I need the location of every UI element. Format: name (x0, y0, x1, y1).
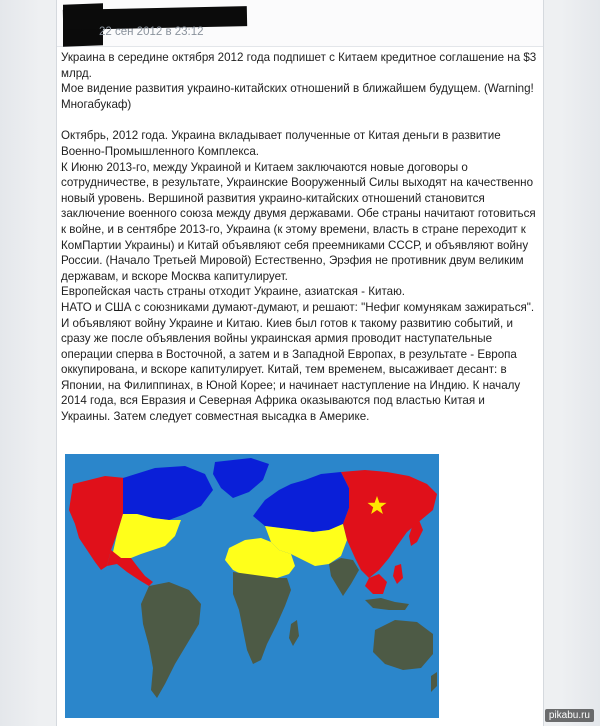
post-paragraph: Октябрь, 2012 года. Украина вкладывает полученные от Китая деньги в развитие Военно-Промышленного Комплекса. К Июню 2013-го, между Украиной и Китаем заключаются новые договоры о сотрудничестве, в результате, Украинские Вооруженный Силы выходят на качественно новый уровень. Вершиной развития украино-китайских отношений становится заключение военного союза между двумя державами. Обе страны начитают готовиться к войне, и в сентябре 2013-го, Украина (к этому времени, власть в стране переходит к КомПартии Украины) и Китай объявляют себя преемниками СССР, и объявляют войну России. (Начало Третьей Мировой) Естественно, Эрэфия не противник двум великим державам, и вскоре Москва капитулирует. Европейская часть страны отходит Украине, азиатская - Китаю. НАТО и США с союзниками думают-думают, и решают: "Нефиг комунякам зажираться". И объявляют войну Украине и Китаю. Киев был готов к такому развитию событий, и сразу же после объявления войны украинская армия проводит наступательные операции сперва в Восточной, а затем и в Западной Европах, в результате - Европа оккупирована, и вскоре капитулирует. Китай, тем временем, высаживает десант: в Японии, на Филиппинах, в Юной Корее; и начинает наступление на Индию. К началу 2014 года, вся Евразия и Северная Африка оказываются под властью Китая и Украины. Затем следует совместная высадка в Америке. (61, 129, 536, 424)
watermark-pikabu: pikabu.ru (545, 709, 594, 722)
post-header (57, 0, 543, 47)
world-map-image[interactable] (65, 454, 439, 718)
post-paragraph: Украина в середине октября 2012 года подпишет с Китаем кредитное соглашение на $3 млрд. Мое видение развития украино-китайских отношений в ближайшем будущем. (Warning! Многабукаф) (61, 51, 537, 111)
world-map (65, 454, 439, 718)
post-date[interactable]: 22 сен 2012 в 23:12 (99, 26, 204, 38)
post-text (61, 50, 537, 425)
post-card (56, 0, 544, 726)
